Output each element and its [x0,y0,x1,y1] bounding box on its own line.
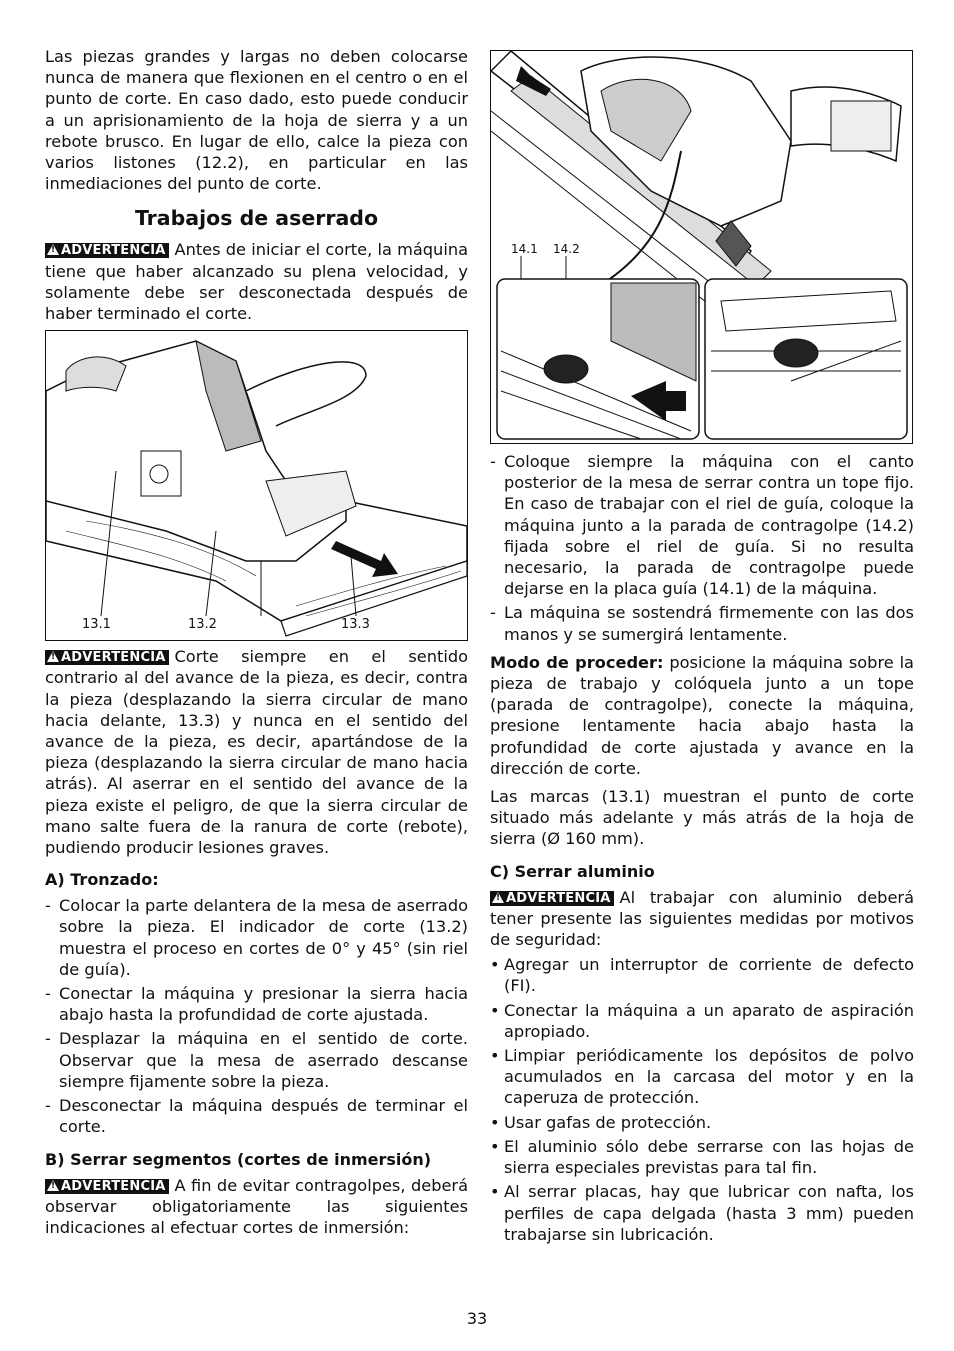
left-column [45,46,468,1238]
warning-triangle-icon [47,651,59,662]
label-13-1: 13.1 [82,617,111,633]
list-item: - Coloque siempre la máquina con el canto posterior de la mesa de serrar contra un tope fijo. En caso de trabajar con el riel de guía, coloque la máquina junto a la parada de contragolpe (14.2) fijada sobre el riel de guía. Si no resulta necesario, la parada de contragolpe puede dejarse en la placa guía (14.1) de la máquina. [490,451,914,599]
procedure-label: Modo de proceder: [490,652,664,672]
list-item: - Colocar la parte delantera de la mesa de aserrado sobre la pieza. El indicador de corte (13.2) muestra el proceso en cortes de 0° y 45° (sin riel de guía). [45,895,468,980]
list-item: • Al serrar placas, hay que lubricar con nafta, los perfiles de capa delgada (hasta 3 mm) pueden trabajarse sin lubricación. [490,1181,914,1245]
intro-paragraph: Las piezas grandes y largas no deben colocarse nunca de manera que flexionen en el centro o en el punto de corte. En caso dado, esto puede conducir a un aprisionamiento de la hoja de sierra y a un rebote brusco. En lugar de ello, calce la pieza con varios listones (12.2), en particular en las inmediaciones del punto de corte. [45,47,468,194]
plunge-cut-list [490,451,914,645]
warning-paragraph-2: !ADVERTENCIA Corte siempre en el sentido contrario al del avance de la pieza, es decir, contra la pieza (desplazando la sierra circular de mano hacia delante, 13.3) y nunca en el sentido del avance de la pieza, es decir, apartándose de la pieza (desplazando la sierra circular de mano hacia atrás). Al aserrar en el sentido del avance de la pieza existe el peligro, de que la sierra circular de mano salte fuera de la ranura de corte (rebote), pudiendo producir lesiones graves. [45,646,468,858]
section-heading: Trabajos de aserrado [134,206,379,231]
warning-paragraph-4: !ADVERTENCIA Al trabajar con aluminio deberá tener presente las siguientes medidas por motivos de seguridad: [490,887,914,951]
section-c-title: C) Serrar aluminio [490,861,655,881]
marks-paragraph: Las marcas (13.1) muestran el punto de corte situado más adelante y más atrás de la hoja de sierra (Ø 160 mm). [490,787,914,849]
circular-saw-illustration [46,331,467,640]
page-number: 33 [466,1309,488,1328]
warning-triangle-icon [47,1180,59,1191]
right-column [490,50,914,1248]
label-13-3: 13.3 [341,617,370,633]
warning-badge: !ADVERTENCIA [490,891,614,906]
list-item: - Desconectar la máquina después de terminar el corte. [45,1095,468,1137]
warning-badge: !ADVERTENCIA [45,1179,169,1194]
section-b-title: B) Serrar segmentos (cortes de inmersión) [45,1149,432,1169]
list-item: - La máquina se sostendrá firmemente con las dos manos y se sumergirá lentamente. [490,602,914,644]
list-item: • Limpiar periódicamente los depósitos de polvo acumulados en la carcasa del motor y en la caperuza de protección. [490,1045,914,1109]
warning-triangle-icon [47,244,59,255]
list-item: • Conectar la máquina a un aparato de aspiración apropiado. [490,1000,914,1042]
figure-13 [45,330,468,641]
warning-triangle-icon [492,892,504,903]
label-14-2: 14.2 [553,242,580,256]
list-item: - Conectar la máquina y presionar la sierra hacia abajo hasta la profundidad de corte ajustada. [45,983,468,1025]
section-a-title: A) Tronzado: [45,870,159,890]
label-14-1: 14.1 [511,242,538,256]
warning-paragraph-1: !ADVERTENCIA Antes de iniciar el corte, la máquina tiene que haber alcanzado su plena velocidad, y solamente debe ser desconectada después de haber terminado el corte. [45,239,468,324]
list-item: • Usar gafas de protección. [490,1112,914,1133]
list-item: • Agregar un interruptor de corriente de defecto (FI). [490,954,914,996]
warning-badge: !ADVERTENCIA [45,243,169,258]
procedure-paragraph: Modo de proceder: posicione la máquina sobre la pieza de trabajo y colóquela junto a un tope (parada de contragolpe), conecte la máquina, presione lentamente hacia abajo hasta la profundidad de corte ajustada y avance en la dirección de corte. [490,652,914,778]
warning-paragraph-3: !ADVERTENCIA A fin de evitar contragolpes, deberá observar obligatoriamente las siguientes indicaciones al efectuar cortes de inmersión: [45,1175,468,1239]
aluminium-safety-list [490,954,914,1245]
section-a-list [45,895,468,1137]
list-item: - Desplazar la máquina en el sentido de corte. Observar que la mesa de aserrado descanse siempre fijamente sobre la pieza. [45,1028,468,1092]
figure-14 [490,50,913,444]
list-item: • El aluminio sólo debe serrarse con las hojas de sierra especiales previstas para tal fin. [490,1136,914,1178]
label-13-2: 13.2 [188,617,217,633]
warning-badge: !ADVERTENCIA [45,650,169,665]
